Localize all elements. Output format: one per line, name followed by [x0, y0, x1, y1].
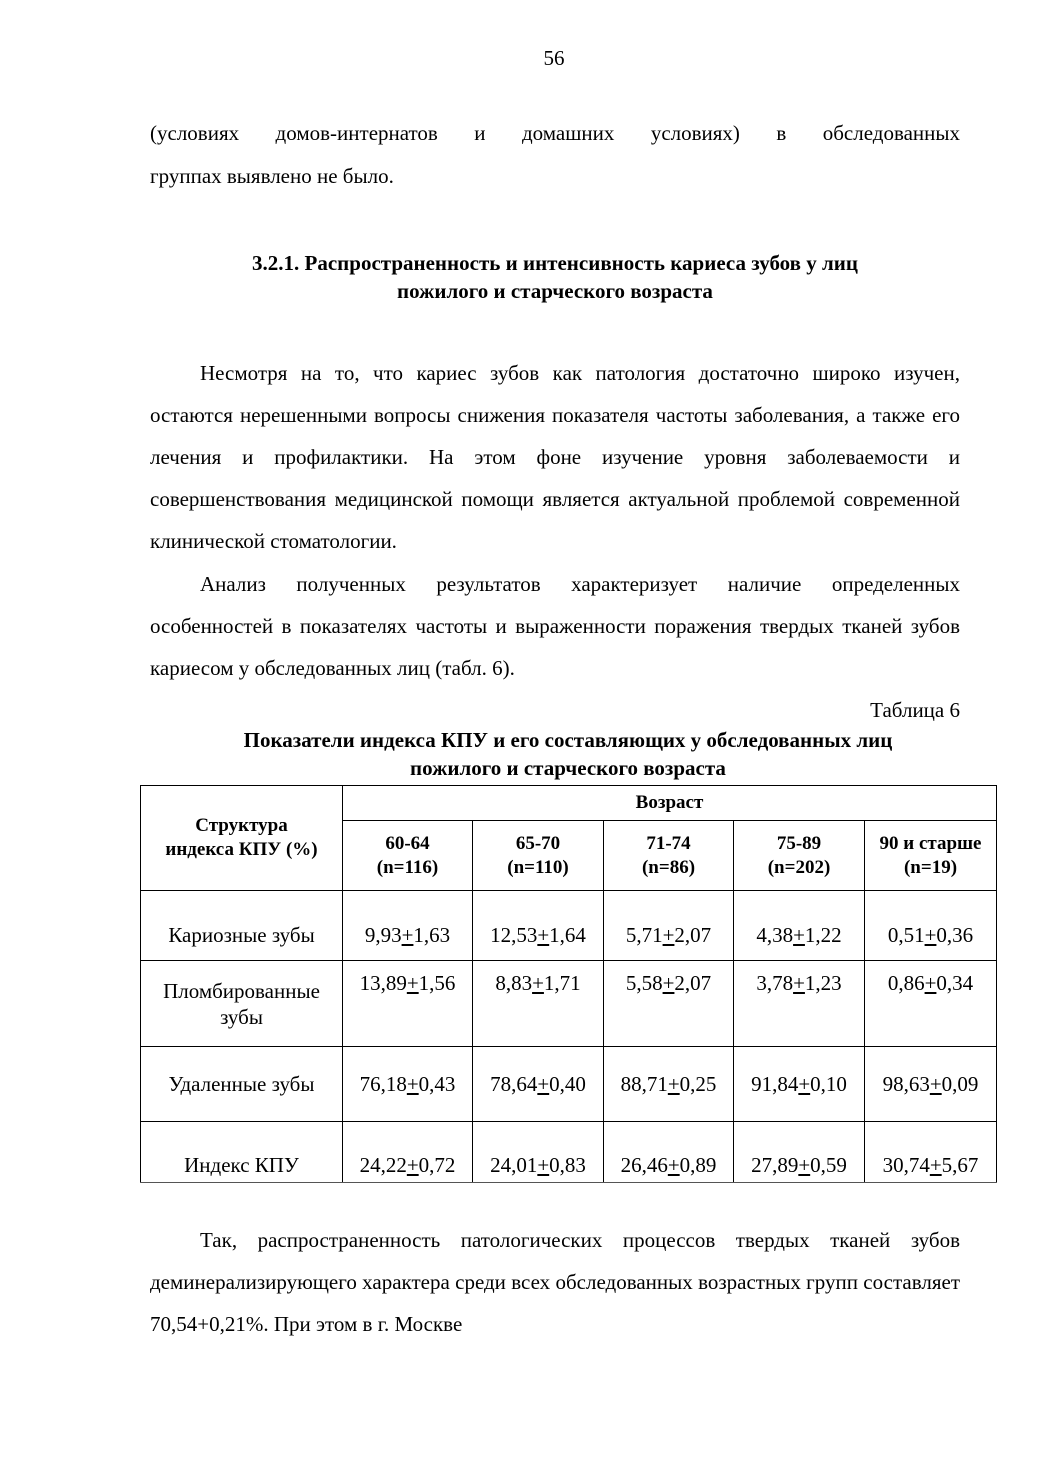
plus-minus-sign: + [662, 971, 675, 995]
cell-error: 1,64 [549, 923, 586, 947]
value-cell [604, 961, 734, 1047]
age-group-n: (n=110) [507, 856, 569, 878]
value-cell [604, 1122, 734, 1183]
cell-mean: 24,01 [490, 1153, 538, 1177]
cell-mean: 24,22 [359, 1153, 407, 1177]
table-header-row-1 [141, 786, 997, 821]
paragraph-2: Анализ полученных результатов характеризует наличие определенных особенностей в показателях частоты и выраженности поражения твердых тканей зубов кариесом у обследованных лиц (табл. 6). [150, 572, 960, 680]
cell-mean: 26,46 [620, 1153, 668, 1177]
age-group-range: 75-89 [776, 832, 822, 854]
age-header: Возраст [343, 786, 997, 821]
table-row [141, 1047, 997, 1122]
age-group-range: 71-74 [646, 832, 691, 854]
cell-mean: 3,78 [756, 971, 794, 995]
value-cell [473, 961, 604, 1047]
value-cell [604, 891, 734, 961]
structure-header [141, 786, 343, 891]
plus-minus-sign: + [924, 971, 937, 995]
section-heading [150, 249, 960, 305]
value-cell [343, 891, 473, 961]
table-title [140, 726, 996, 782]
cell-error: 2,07 [674, 971, 712, 995]
cell-mean: 5,58 [625, 971, 663, 995]
cell-mean: 0,86 [887, 971, 925, 995]
plus-minus-sign: + [401, 923, 414, 947]
cell-error: 1,71 [543, 971, 581, 995]
cell-mean: 76,18 [359, 1071, 407, 1096]
kpu-table [140, 785, 997, 1183]
structure-header-line-1: Структура [195, 815, 288, 836]
paragraph-3: Так, распространенность патологических процессов твердых тканей зубов деминерализирующего характера среди всех обследованных возрастных групп составляет 70,54+0,21%. При этом в г. Москве [150, 1228, 960, 1336]
cell-mean: 98,63 [882, 1071, 930, 1096]
value-cell [473, 891, 604, 961]
cell-error: 0,59 [810, 1153, 847, 1177]
cell-mean: 8,83 [495, 971, 533, 995]
age-group-header [343, 821, 473, 891]
plus-minus-sign: + [929, 1153, 942, 1177]
value-cell [473, 1122, 604, 1183]
plus-minus-sign: + [406, 1071, 419, 1096]
age-group-range: 65-70 [515, 832, 561, 854]
table-row [141, 961, 997, 1047]
value-cell [734, 1047, 865, 1122]
value-cell [865, 1047, 997, 1122]
row-label [141, 1047, 343, 1122]
plus-minus-sign: + [929, 1071, 942, 1096]
row-label-line-1: Индекс КПУ [184, 1153, 299, 1177]
cell-mean: 0,51 [887, 923, 925, 947]
paragraph-1: Несмотря на то, что кариес зубов как патология достаточно широко изучен, остаются нерешенными вопросы снижения показателя частоты заболевания, а также его лечения и профилактики. На этом фоне изучение уровня заболеваемости и совершенствования медицинской помощи является актуальной проблемой современной клинической стоматологии. [150, 361, 960, 553]
cell-mean: 91,84 [751, 1071, 799, 1096]
row-label [141, 891, 343, 961]
cell-mean: 12,53 [490, 923, 538, 947]
value-cell [865, 891, 997, 961]
cell-mean: 27,89 [751, 1153, 799, 1177]
plus-minus-sign: + [798, 1071, 811, 1096]
intro-line-2: группах выявлено не было. [150, 164, 394, 188]
value-cell [343, 1122, 473, 1183]
value-cell [734, 961, 865, 1047]
value-cell [865, 961, 997, 1047]
cell-error: 0,09 [941, 1071, 979, 1096]
age-group-n: (n=202) [767, 856, 831, 878]
value-cell [604, 1047, 734, 1122]
table-title-line-1: Показатели индекса КПУ и его составляющих у обследованных лиц [243, 728, 893, 752]
row-label-line-1: Удаленные зубы [168, 1071, 315, 1096]
age-group-n: (n=86) [641, 856, 696, 878]
cell-mean: 9,93 [364, 923, 402, 947]
age-group-n: (n=19) [903, 856, 958, 878]
table-row [141, 891, 997, 961]
value-cell [473, 1047, 604, 1122]
cell-mean: 78,64 [490, 1071, 538, 1096]
cell-error: 0,83 [549, 1153, 586, 1177]
plus-minus-sign: + [667, 1071, 680, 1096]
plus-minus-sign: + [667, 1153, 680, 1177]
age-group-header [865, 821, 997, 891]
intro-line-1: (условиях домов-интернатов и домашних условиях) в обследованных [150, 121, 960, 145]
age-group-range: 60-64 [385, 832, 430, 854]
plus-minus-sign: + [537, 923, 550, 947]
row-label-line-1: Кариозные зубы [168, 923, 315, 947]
plus-minus-sign: + [924, 923, 937, 947]
plus-minus-sign: + [793, 923, 805, 947]
cell-error: 0,40 [549, 1071, 586, 1096]
plus-minus-sign: + [406, 971, 419, 995]
page-number: 56 [543, 46, 565, 70]
cell-error: 0,89 [679, 1153, 717, 1177]
plus-minus-sign: + [662, 923, 675, 947]
cell-error: 1,23 [804, 971, 842, 995]
cell-mean: 4,38 [756, 923, 794, 947]
section-heading-line-1: 3.2.1. Распространенность и интенсивность кариеса зубов у лиц [252, 251, 858, 275]
age-group-n: (n=116) [376, 856, 439, 878]
age-group-header [734, 821, 865, 891]
section-heading-line-2: пожилого и старческого возраста [397, 279, 713, 303]
plus-minus-sign: + [537, 1153, 550, 1177]
value-cell [734, 1122, 865, 1183]
table-number: Таблица 6 [870, 698, 960, 722]
cell-mean: 5,71 [625, 923, 663, 947]
cell-error: 1,63 [413, 923, 451, 947]
age-group-header [604, 821, 734, 891]
age-group-range: 90 и старше [879, 832, 982, 854]
row-label [141, 961, 343, 1047]
cell-error: 1,56 [418, 971, 456, 995]
value-cell [865, 1122, 997, 1183]
age-group-header [473, 821, 604, 891]
structure-header-line-2: индекса КПУ (%) [165, 839, 318, 860]
row-label-line-2: зубы [220, 1004, 263, 1029]
row-label-line-1: Пломбированные [163, 978, 320, 1003]
cell-mean: 88,71 [620, 1071, 668, 1096]
cell-mean: 30,74 [882, 1153, 930, 1177]
cell-error: 0,36 [936, 923, 974, 947]
cell-error: 5,67 [941, 1153, 979, 1177]
cell-error: 0,43 [418, 1071, 456, 1096]
value-cell [343, 1047, 473, 1122]
plus-minus-sign: + [406, 1153, 419, 1177]
cell-error: 0,72 [418, 1153, 456, 1177]
plus-minus-sign: + [537, 1071, 550, 1096]
table-row [141, 1122, 997, 1183]
cell-error: 0,34 [936, 971, 974, 995]
cell-error: 0,10 [810, 1071, 847, 1096]
cell-error: 1,22 [804, 923, 842, 947]
plus-minus-sign: + [798, 1153, 811, 1177]
row-label [141, 1122, 343, 1183]
cell-mean: 13,89 [359, 971, 407, 995]
plus-minus-sign: + [793, 971, 805, 995]
cell-error: 2,07 [674, 923, 712, 947]
cell-error: 0,25 [679, 1071, 717, 1096]
value-cell [734, 891, 865, 961]
plus-minus-sign: + [532, 971, 544, 995]
table-title-line-2: пожилого и старческого возраста [410, 756, 726, 780]
value-cell [343, 961, 473, 1047]
